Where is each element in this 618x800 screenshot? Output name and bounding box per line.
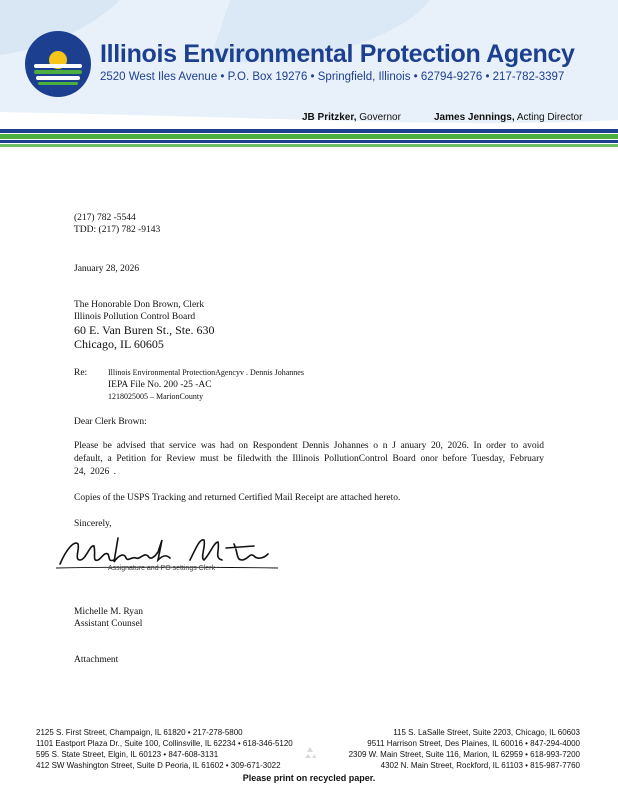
tdd-number: TDD: (217) 782 -9143	[74, 225, 161, 235]
footer-left-line-2: 1101 Eastport Plaza Dr., Suite 100, Collinsville, IL 62234 • 618-346-5120	[36, 739, 293, 748]
footer-left-line-3: 595 S. State Street, Elgin, IL 60123 • 847-608-3131	[36, 750, 219, 759]
agency-address: 2520 West Iles Avenue • P.O. Box 19276 • Springfield, Illinois • 62794-9276 • 217-782-3397	[100, 71, 565, 83]
header-stripe-navy	[0, 129, 618, 133]
enclosure: Attachment	[74, 655, 119, 665]
recipient-line-1: The Honorable Don Brown, Clerk	[74, 300, 205, 310]
letter-date: January 28, 2026	[74, 264, 140, 274]
recipient-line-4: Chicago, IL 60605	[74, 337, 164, 351]
governor-name: JB Pritzker,	[302, 112, 357, 123]
header-stripe-green-thin	[0, 144, 618, 147]
signer-name: Michelle M. Ryan	[74, 607, 144, 617]
recipient-line-3: 60 E. Van Buren St., Ste. 630	[74, 323, 215, 337]
closing: Sincerely,	[74, 519, 112, 529]
re-line-3: 1218025005 – MarionCounty	[108, 392, 204, 401]
footer-right-line-2: 9511 Harrison Street, Des Plaines, IL 60016 • 847-294-4000	[367, 739, 580, 748]
re-label: Re:	[74, 368, 88, 378]
footer-left-line-1: 2125 S. First Street, Champaign, IL 61820 • 217-278-5800	[36, 728, 243, 737]
header-stripe-navy-thin	[0, 140, 618, 143]
salutation: Dear Clerk Brown:	[74, 417, 147, 427]
phone-number: (217) 782 -5544	[74, 213, 136, 223]
agency-name: Illinois Environmental Protection Agency	[100, 40, 575, 68]
director-title: Acting Director	[516, 112, 583, 123]
governor-credit	[302, 112, 401, 123]
re-line-2: IEPA File No. 200 -25 -AC	[108, 380, 212, 390]
body-paragraph-1: Please be advised that service was had on Respondent Dennis Johannes o n J anuary 20, 2026. In order to avoid default, a Petition for Review must be filedwith the Illinois PollutionControl Board onor before Tuesday, February 24, 2026 .	[74, 441, 544, 477]
recipient-line-2: Illinois Pollution Control Board	[74, 312, 196, 322]
footer-right-line-3: 2309 W. Main Street, Suite 116, Marion, IL 62959 • 618-993-7200	[348, 750, 580, 759]
footer-left-line-4: 412 SW Washington Street, Suite D Peoria, IL 61602 • 309-671-3022	[36, 761, 281, 770]
footer-right-line-1: 115 S. LaSalle Street, Suite 2203, Chicago, IL 60603	[393, 728, 580, 737]
signature-note: Assignature and PO settings Clerk	[108, 565, 215, 572]
header-stripe-green	[0, 134, 618, 139]
signer-title: Assistant Counsel	[74, 619, 143, 629]
director-credit	[434, 112, 582, 123]
iepa-logo	[24, 30, 92, 98]
body-paragraph-2: Copies of the USPS Tracking and returned Certified Mail Receipt are attached hereto.	[74, 493, 401, 503]
recycle-icon	[303, 746, 317, 760]
re-line-1: Illinois Environmental ProtectionAgencyv . Dennis Johannes	[108, 368, 304, 377]
director-name: James Jennings,	[434, 112, 515, 123]
governor-title: Governor	[359, 112, 401, 123]
recycled-paper-note: Please print on recycled paper.	[242, 773, 376, 783]
footer-right-line-4: 4302 N. Main Street, Rockford, IL 61103 • 815-987-7760	[380, 761, 580, 770]
